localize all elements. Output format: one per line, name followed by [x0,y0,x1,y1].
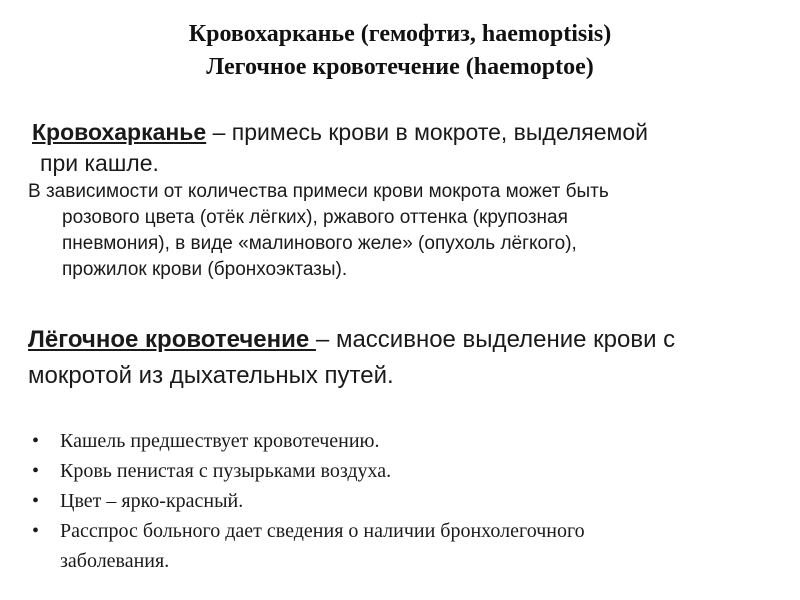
sputum-line-3: пневмония), в виде «малинового желе» (опухоль лёгкого), [62,233,577,254]
term-hemoptysis: Кровохарканье [32,119,207,145]
sputum-line-2: розового цвета (отёк лёгких), ржавого оттенка (крупозная [62,207,568,228]
definition-hemoptysis-text-1: – примесь крови в мокроте, выделяемой [206,119,648,145]
definition-pulmonary-hemorrhage [28,322,788,394]
list-item-text: Кровь пенистая с пузырьками воздуха. [60,460,392,482]
title-line-2: Легочное кровотечение (haemoptoe) [206,54,594,80]
bullet-marker: • [32,430,40,452]
definition-hemorrhage-text-2: мокротой из дыхательных путей. [28,362,394,389]
list-item [32,426,782,456]
definition-hemoptysis-text-2: при кашле. [40,150,159,176]
list-item [32,456,782,486]
term-pulmonary-hemorrhage: Лёгочное кровотечение [28,326,316,353]
definition-hemorrhage-text-1: – массивное выделение крови с [315,326,676,353]
bullet-marker: • [32,520,40,542]
list-item-text: Кашель предшествует кровотечению. [60,430,380,452]
list-item [32,516,782,576]
sputum-line-4: прожилок крови (бронхоэктазы). [62,259,348,280]
hemorrhage-signs-list [32,426,782,576]
title-line-1: Кровохарканье (гемофтиз, haemoptisis) [188,21,612,47]
list-item [32,486,782,516]
list-item-text: Цвет – ярко-красный. [60,490,244,512]
list-item-text: Расспрос больного дает сведения о наличии бронхолегочного [60,520,585,542]
bullet-marker: • [32,460,40,482]
definition-hemoptysis [32,117,787,179]
slide-title [0,18,800,84]
bullet-marker: • [32,490,40,512]
sputum-line-1: В зависимости от количества примеси крови мокрота может быть [28,181,609,202]
sputum-color-paragraph [28,179,768,283]
list-item-text-continuation: заболевания. [60,550,170,572]
